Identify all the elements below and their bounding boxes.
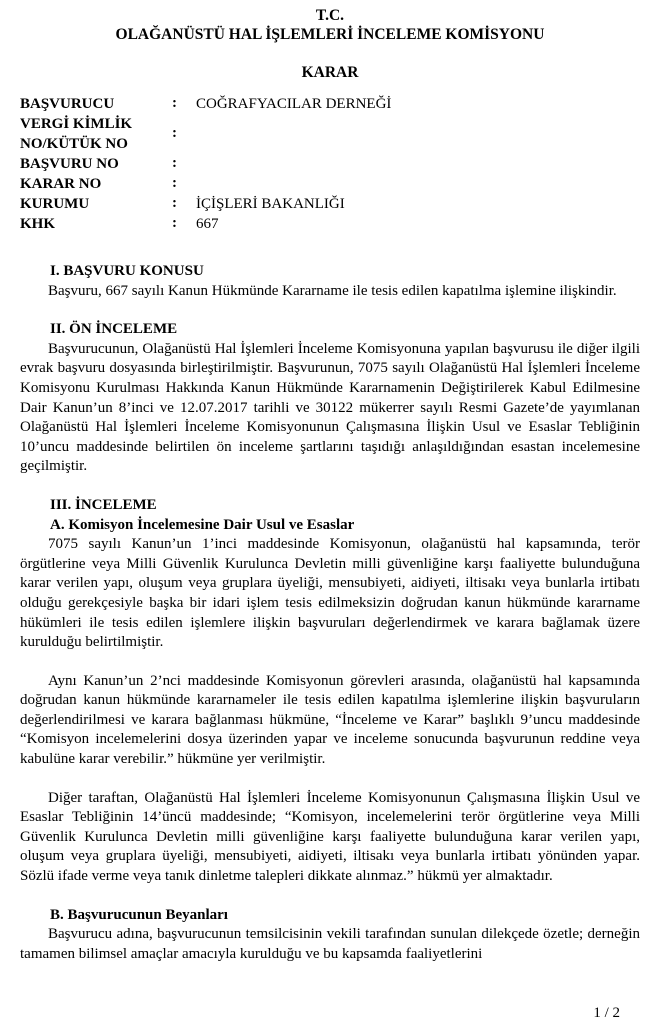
section-title-application-subject: I. BAŞVURU KONUSU bbox=[50, 263, 204, 279]
meta-colon: : bbox=[172, 175, 177, 192]
meta-colon: : bbox=[172, 215, 177, 232]
meta-key: KURUMU bbox=[20, 196, 90, 212]
meta-colon: : bbox=[172, 155, 177, 172]
meta-key: KHK bbox=[20, 216, 56, 232]
meta-row-institution bbox=[20, 194, 640, 214]
meta-colon: : bbox=[172, 125, 177, 142]
document-type: KARAR bbox=[301, 64, 359, 81]
section-title-preliminary-review: II. ÖN İNCELEME bbox=[50, 321, 178, 338]
subsection-title-procedure: A. Komisyon İncelemesine Dair Usul ve Esaslar bbox=[50, 516, 355, 533]
meta-key: VERGİ KİMLİK NO/KÜTÜK NO bbox=[20, 116, 133, 152]
meta-colon: : bbox=[172, 195, 177, 212]
meta-key: BAŞVURU NO bbox=[20, 156, 119, 172]
paragraph: Aynı Kanun’un 2’nci maddesinde Komisyonun görevleri arasında, olağanüstü hal kapsamında doğrudan kanun hükmünde kararnameler ile tesis edilen kapatılma işlemlerine ilişkin başvuruların değerlendirilmesi ve karara bağlanması hükmüne, “İnceleme ve Karar” başlıklı 9’uncu maddesinde “Komisyon incelemelerini dosya üzerinden yapar ve inceleme sonucunda başvurunun reddine veya kabulüne karar verebilir.” hükmüne yer verilmiştir. bbox=[20, 672, 640, 768]
document-body bbox=[20, 262, 640, 964]
meta-value: COĞRAFYACILAR DERNEĞİ bbox=[196, 96, 392, 112]
meta-key: KARAR NO bbox=[20, 176, 102, 192]
meta-row-application-no bbox=[20, 154, 640, 174]
section-title-review: III. İNCELEME bbox=[50, 496, 157, 513]
paragraph: Başvuru, 667 sayılı Kanun Hükmünde Kararname ile tesis edilen kapatılma işlemine ilişkindir. bbox=[48, 282, 617, 299]
paragraph: Başvurucu adına, başvurucunun temsilcisinin vekili tarafından sunulan dilekçede özetle; derneğin tamamen bilimsel amaçlar amacıyla kurulduğu ve bu kapsamda faaliyetlerini bbox=[20, 926, 640, 962]
meta-colon: : bbox=[172, 95, 177, 112]
meta-value: 667 bbox=[196, 216, 219, 232]
header-institution: OLAĞANÜSTÜ HAL İŞLEMLERİ İNCELEME KOMİSYONU bbox=[115, 26, 545, 43]
meta-row-tax-id bbox=[20, 114, 640, 154]
meta-row-applicant bbox=[20, 94, 640, 114]
meta-value: İÇİŞLERİ BAKANLIĞI bbox=[196, 196, 345, 212]
meta-row-decision-no bbox=[20, 174, 640, 194]
header-tc: T.C. bbox=[315, 7, 345, 24]
subsection-title-applicant-statements: B. Başvurucunun Beyanları bbox=[50, 906, 228, 923]
page-number: 1 / 2 bbox=[593, 1005, 620, 1021]
meta-row-khk bbox=[20, 214, 640, 234]
meta-key: BAŞVURUCU bbox=[20, 96, 115, 112]
paragraph: Başvurucunun, Olağanüstü Hal İşlemleri İnceleme Komisyonuna yapılan başvurusu ile diğer ilgili evrak başvuru dosyasında birleştirilmiştir. Başvurunun, 7075 sayılı Olağanüstü Hal İşlemleri İnceleme Komisyonu Kurulması Hakkında Kanun Hükmünde Kararnamenin Değiştirilerek Kabul Edilmesine Dair Kanun’un 8’inci ve 12.07.2017 tarihli ve 30122 mükerrer sayılı Resmi Gazete’de yayımlanan Olağanüstü Hal İşlemleri İnceleme Komisyonunun Çalışmasına İlişkin Usul ve Esaslar Tebliğinin 10’uncu maddesinde belirtilen ön inceleme şartlarını taşıdığı anlaşıldığından esastan incelemesine geçilmiştir. bbox=[20, 340, 640, 475]
decision-metadata bbox=[20, 94, 640, 234]
paragraph: Diğer taraftan, Olağanüstü Hal İşlemleri İnceleme Komisyonunun Çalışmasına İlişkin Usul ve Esaslar Tebliğinin 14’üncü maddesinde; “Komisyon, incelemelerini terör örgütlerine veya Milli Güvenlik Kurulunca Devletin milli güvenliğine karşı faaliyette bulunduğuna karar verilen yapı, oluşum veya gruplara üyeliği, mensubiyeti, aidiyeti, iltisakı veya bunlarla irtibatı yönünden yapar. Sözlü ifade verme veya tanık dinletme talepleri dikkate alınmaz.” hükmü yer almaktadır. bbox=[20, 789, 640, 885]
paragraph: 7075 sayılı Kanun’un 1’inci maddesinde Komisyonun, olağanüstü hal kapsamında, terör örgütlerine veya Milli Güvenlik Kurulunca Devletin milli güvenliğine karşı faaliyette bulunduğuna karar verilen yapı, oluşum veya gruplara üyeliği, mensubiyeti, aidiyeti, iltisakı veya bunlarla irtibatı olduğu gerekçesiyle başka bir idari işlem tesis edilmeksizin doğrudan kanun hükmünde kararname hükümleri ile tesis edilen işlemlere ilişkin başvuruları değerlendirmek ve karara bağlamak üzere kurulduğu belirtilmiştir. bbox=[20, 536, 640, 651]
